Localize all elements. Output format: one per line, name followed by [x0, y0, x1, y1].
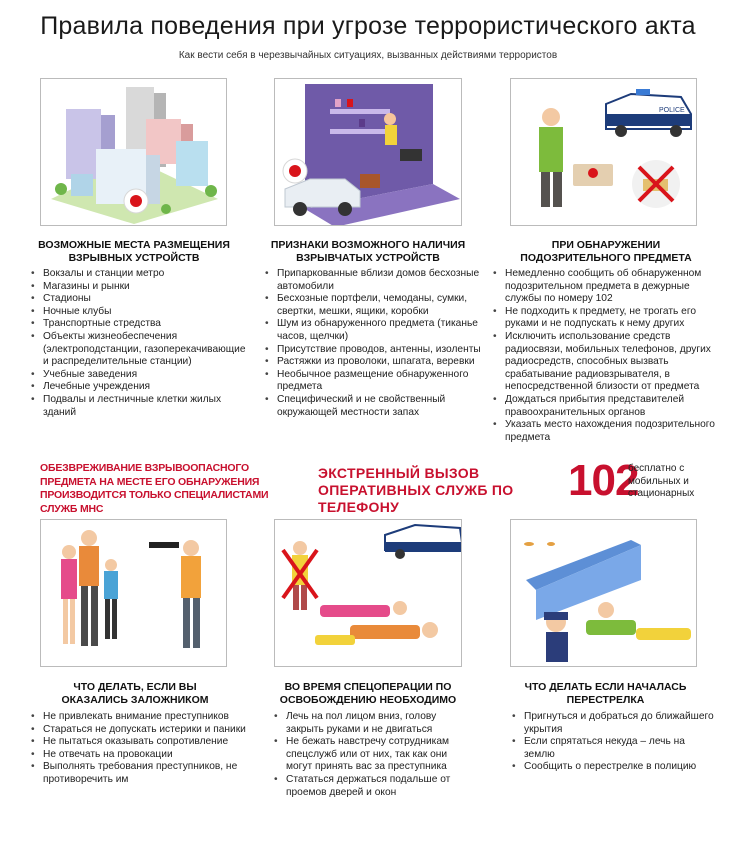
- list-special-operation: [272, 711, 468, 799]
- list-item: • Стараться не допускать истерики и паники: [29, 724, 249, 737]
- illustration-shop: [274, 78, 462, 226]
- list-item: • Припаркованные вблизи домов бесхозные автомобили: [263, 268, 481, 293]
- warning-text: ОБЕЗВРЕЖИВАНИЕ ВЗРЫВООПАСНОГО ПРЕДМЕТА НА МЕСТЕ ЕГО ОБНАРУЖЕНИЯ ПРОИЗВОДИТСЯ ТОЛЬКО СПЕЦИАЛИСТАМИ СЛУЖБ МНС: [40, 462, 269, 515]
- list-item: • Не пытаться оказывать сопротивление: [29, 736, 249, 749]
- list-item: • Если спрятаться некуда – лечь на землю: [510, 736, 715, 761]
- list-item: • Учебные заведения: [29, 369, 249, 382]
- list-item: • Специфический и не свойственный окружающей местности запах: [263, 394, 481, 419]
- section-heading-signs: ПРИЗНАКИ ВОЗМОЖНОГО НАЛИЧИЯ ВЗРЫВЧАТЫХ УСТРОЙСТВ: [270, 239, 466, 264]
- list-item: • Не подходить к предмету, не трогать его руками и не подпускать к нему других: [491, 306, 719, 331]
- section-heading-special-operation: ВО ВРЕМЯ СПЕЦОПЕРАЦИИ ПО ОСВОБОЖДЕНИЮ НЕОБХОДИМО: [279, 681, 457, 706]
- section-heading-found-object: ПРИ ОБНАРУЖЕНИИ ПОДОЗРИТЕЛЬНОГО ПРЕДМЕТА: [520, 239, 692, 264]
- list-item: • Указать место нахождения подозрительного предмета: [491, 419, 719, 444]
- section-heading-places: ВОЗМОЖНЫЕ МЕСТА РАЗМЕЩЕНИЯ ВЗРЫВНЫХ УСТРОЙСТВ: [38, 239, 230, 264]
- list-item: • Стататься держаться подальше от проемов дверей и окон: [272, 774, 468, 799]
- list-item: • Сообщить о перестрелке в полицию: [510, 761, 715, 774]
- page-title: Правила поведения при угрозе террористического акта: [40, 12, 696, 40]
- list-item: • Не бежать навстречу сотрудникам спецслужб или от них, так как они могут принять вас за преступника: [272, 736, 468, 774]
- list-item: • Выполнять требования преступников, не противоречить им: [29, 761, 249, 786]
- list-item: • Пригнуться и добраться до ближайшего укрытия: [510, 711, 715, 736]
- list-item: • Растяжки из проволоки, шпагата, веревки: [263, 356, 481, 369]
- list-item: • Не привлекать внимание преступников: [29, 711, 249, 724]
- police-label: POLICE: [659, 107, 685, 114]
- list-item: • Бесхозные портфели, чемоданы, сумки, свертки, мешки, ящики, коробки: [263, 293, 481, 318]
- emergency-call-text: ЭКСТРЕННЫЙ ВЫЗОВ ОПЕРАТИВНЫХ СЛУЖБ ПО ТЕЛЕФОНУ: [318, 465, 514, 515]
- list-item: • Подвалы и лестничные клетки жилых зданий: [29, 394, 249, 419]
- list-item: • Шум из обнаруженного предмета (тиканье часов, щелчки): [263, 318, 481, 343]
- emergency-number: 102: [568, 456, 639, 505]
- illustration-shooting: [510, 519, 697, 667]
- list-item: • Присутствие проводов, антенны, изоленты: [263, 344, 481, 357]
- list-signs: [263, 268, 481, 419]
- list-item: • Исключить использование средств радиосвязи, мобильных телефонов, других радиосредств, способных вызвать срабатывание радиовзрывателя, в непосредственной близости от предмета: [491, 331, 719, 394]
- list-found-object: [491, 268, 719, 444]
- list-hostage: [29, 711, 249, 787]
- list-item: • Дождаться прибытия представителей правоохранительных органов: [491, 394, 719, 419]
- list-item: • Не отвечать на провокации: [29, 749, 249, 762]
- list-item: • Лечь на пол лицом вниз, голову закрыть руками и не двигаться: [272, 711, 468, 736]
- illustration-special-operation: [274, 519, 462, 667]
- list-item: • Лечебные учреждения: [29, 381, 249, 394]
- list-item: • Немедленно сообщить об обнаруженном подозрительном предмета в дежурные службы по номеру 102: [491, 268, 719, 306]
- list-item: • Необычное размещение обнаруженного предмета: [263, 369, 481, 394]
- list-item: • Вокзалы и станции метро: [29, 268, 249, 281]
- list-item: • Объекты жизнеобеспечения (электроподстанции, газоперекачивающие и распределительные станции): [29, 331, 249, 369]
- page-subtitle: Как вести себя в черезвычайных ситуациях, вызванных действиями террористов: [178, 50, 558, 61]
- section-heading-shooting: ЧТО ДЕЛАТЬ ЕСЛИ НАЧАЛАСЬ ПЕРЕСТРЕЛКА: [524, 681, 687, 706]
- list-item: • Ночные клубы: [29, 306, 249, 319]
- list-places: [29, 268, 249, 419]
- list-shooting: [510, 711, 715, 774]
- list-item: • Стадионы: [29, 293, 249, 306]
- illustration-hostage: [40, 519, 227, 667]
- illustration-suspicious-object: [510, 78, 697, 226]
- illustration-buildings: [40, 78, 227, 226]
- list-item: • Магазины и рынки: [29, 281, 249, 294]
- section-heading-hostage: ЧТО ДЕЛАТЬ, ЕСЛИ ВЫ ОКАЗАЛИСЬ ЗАЛОЖНИКОМ: [61, 681, 209, 706]
- list-item: • Транспортные стредства: [29, 318, 249, 331]
- free-call-note: бесплатно с мобильных и стационарных: [628, 463, 695, 499]
